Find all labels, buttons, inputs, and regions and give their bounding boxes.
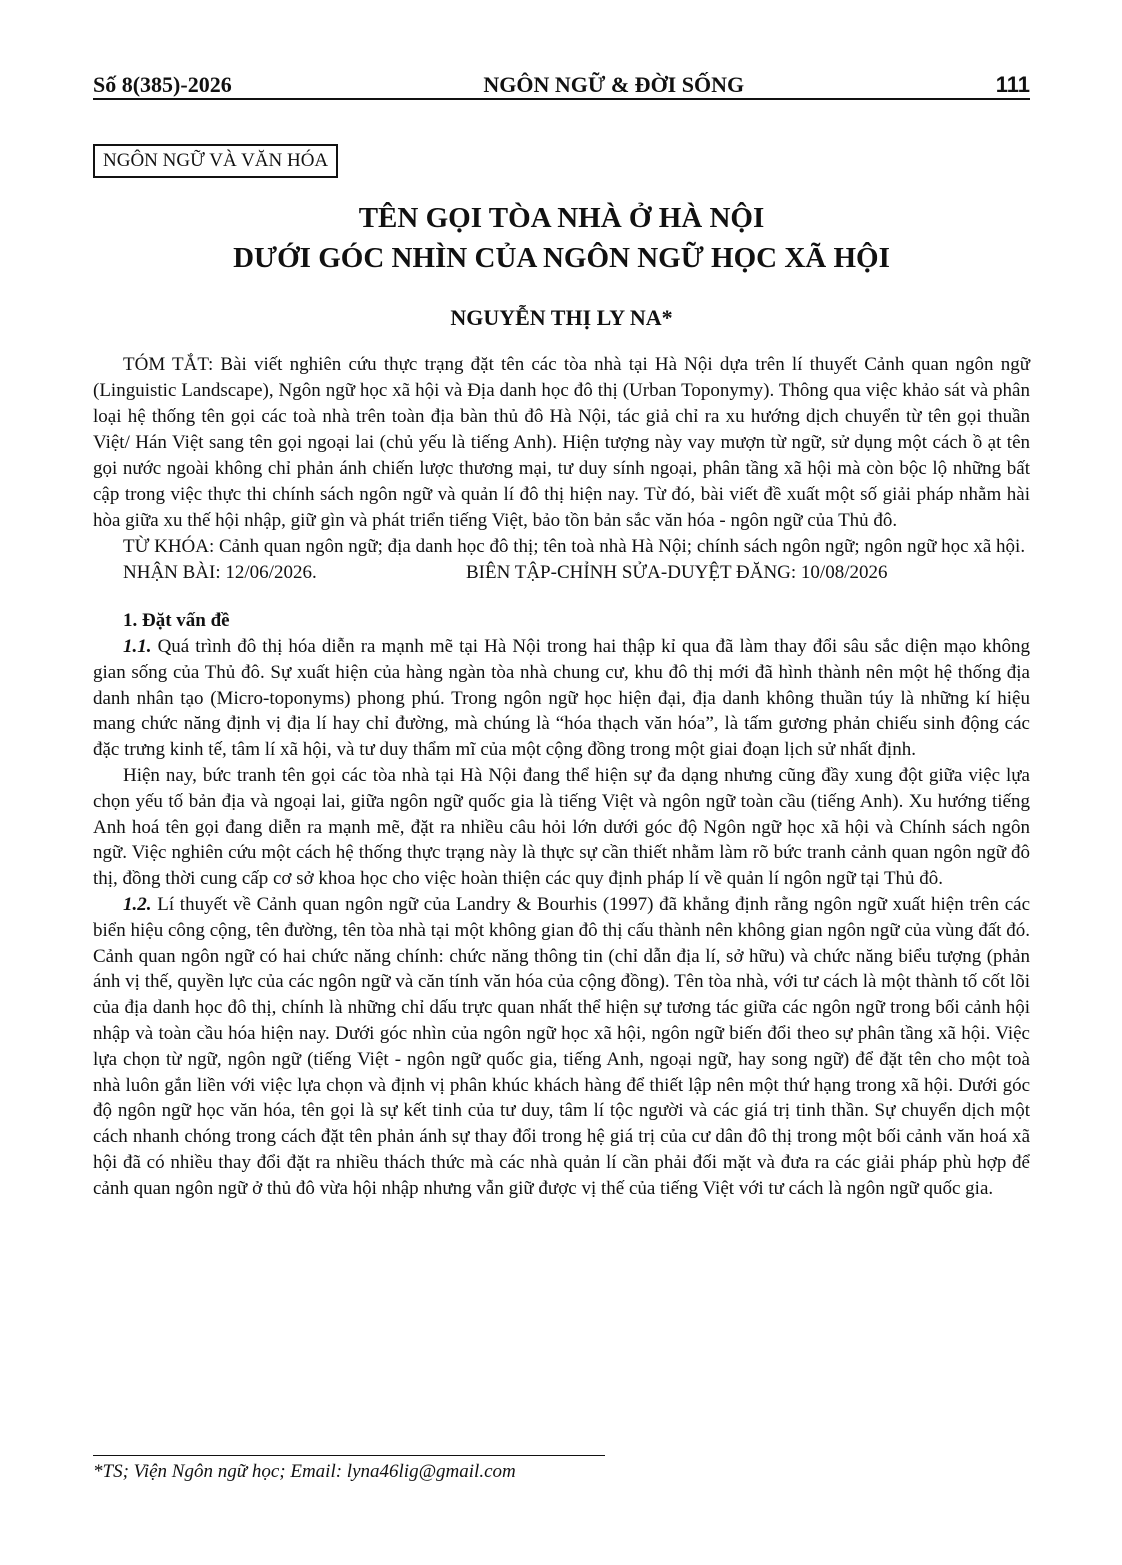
article-body — [93, 608, 1030, 1202]
article-dates — [93, 560, 1030, 586]
abstract — [93, 352, 1030, 586]
running-header — [93, 66, 1030, 100]
paragraph-number: 1.1. — [123, 636, 152, 657]
section-heading: 1. Đặt vấn đề — [123, 610, 230, 631]
section-label: NGÔN NGỮ VÀ VĂN HÓA — [93, 144, 338, 178]
body-paragraph — [93, 892, 1030, 1202]
keywords: TỪ KHÓA: Cảnh quan ngôn ngữ; địa danh học đô thị; tên toà nhà Hà Nội; chính sách ngôn ngữ; ngôn ngữ học xã hội. — [123, 536, 1026, 557]
paragraph-text: Lí thuyết về Cảnh quan ngôn ngữ của Landry & Bourhis (1997) đã khẳng định rằng ngôn ngữ xuất hiện trên các biển hiệu công cộng, tên đường, tên tòa nhà tại một không gian đô thị cấu thành nên không gian ngôn ngữ của vùng đất đó. Cảnh quan ngôn ngữ có hai chức năng chính: chức năng thông tin (chỉ dẫn địa lí, sở hữu) và chức năng biểu tượng (phản ánh vị thế, quyền lực của các ngôn ngữ và căn tính văn hóa của cộng đồng). Tên tòa nhà, với tư cách là một thành tố cốt lõi của địa danh học đô thị, chính là những chỉ dấu trực quan nhất thể hiện sự tương tác giữa các ngôn ngữ trong bối cảnh hội nhập và toàn cầu hóa hiện nay. Dưới góc nhìn của ngôn ngữ học xã hội, ngôn ngữ biến đổi theo sự phân tầng xã hội. Việc lựa chọn từ ngữ, ngôn ngữ (tiếng Việt - ngôn ngữ quốc gia, tiếng Anh, ngoại ngữ, hay song ngữ) để đặt tên cho một toà nhà luôn gắn liền với việc lựa chọn và định vị phân khúc khách hàng để thiết lập nên một thứ hạng trong xã hội. Dưới góc độ ngôn ngữ học văn hóa, tên gọi là sự kết tinh của tư duy, tâm lí tộc người và các giá trị tinh thần. Sự chuyển dịch một cách nhanh chóng trong cách đặt tên phản ánh sự thay đổi trong hệ giá trị của cư dân đô thị trong một bối cảnh văn hoá xã hội đã có nhiều thay đổi đặt ra nhiều thách thức mà các nhà quản lí cần phải đối mặt và đưa ra các giải pháp phù hợp để cảnh quan ngôn ngữ ở thủ đô vừa hội nhập nhưng vẫn giữ được vị thế của tiếng Việt với tư cách là ngôn ngữ quốc gia. — [93, 893, 1031, 1199]
footnote — [93, 1455, 1030, 1484]
page-number: 111 — [995, 72, 1030, 97]
abstract-text: TÓM TẮT: Bài viết nghiên cứu thực trạng đặt tên các tòa nhà tại Hà Nội dựa trên lí thuyết Cảnh quan ngôn ngữ (Linguistic Landscape), Ngôn ngữ học xã hội và Địa danh học đô thị (Urban Toponymy). Thông qua việc khảo sát và phân loại hệ thống tên gọi các toà nhà trên toàn địa bàn thủ đô Hà Nội, tác giả chỉ ra xu hướng dịch chuyển từ tên gọi thuần Việt/ Hán Việt sang tên gọi ngoại lai (chủ yếu là tiếng Anh). Hiện tượng này vay mượn từ ngữ, sử dụng một cách ồ ạt tên gọi nước ngoài không chỉ phản ánh chiến lược thương mại, tư duy sính ngoại, phân tầng xã hội mà còn bộc lộ những bất cập trong việc thực thi chính sách ngôn ngữ và quản lí đô thị hiện nay. Từ đó, bài viết đề xuất một số giải pháp nhằm hài hòa giữa xu thế hội nhập, giữ gìn và phát triển tiếng Việt, bảo tồn bản sắc văn hóa - ngôn ngữ của Thủ đô. — [93, 354, 1030, 531]
paragraph-text: Quá trình đô thị hóa diễn ra mạnh mẽ tại Hà Nội trong hai thập kỉ qua đã làm thay đổi sâu sắc diện mạo không gian sống của Thủ đô. Sự xuất hiện của hàng ngàn tòa nhà chung cư, khu đô thị mới đã hình thành nên một hệ thống địa danh nhân tạo (Micro-toponyms) phong phú. Trong ngôn ngữ học hiện đại, địa danh không thuần túy là những kí hiệu mang chức năng định vị địa lí hay chỉ đường, mà chúng là “hóa thạch văn hóa”, là tấm gương phản chiếu sinh động các đặc trưng kinh tế, tâm lí xã hội, và tư duy thẩm mĩ của một cộng đồng trong một giai đoạn lịch sử nhất định. — [93, 636, 1030, 761]
title-line-2: DƯỚI GÓC NHÌN CỦA NGÔN NGỮ HỌC XÃ HỘI — [233, 242, 890, 274]
article-title — [93, 198, 1030, 278]
body-paragraph: Hiện nay, bức tranh tên gọi các tòa nhà tại Hà Nội đang thể hiện sự đa dạng nhưng cũng đầy xung đột giữa việc lựa chọn yếu tố bản địa và ngoại lai, giữa ngôn ngữ quốc gia là tiếng Việt và ngôn ngữ toàn cầu (tiếng Anh). Xu hướng tiếng Anh hoá tên gọi đang diễn ra mạnh mẽ, đặt ra nhiều câu hỏi lớn dưới góc độ Ngôn ngữ học xã hội và Chính sách ngôn ngữ. Việc nghiên cứu một cách hệ thống thực trạng này là thực sự cần thiết nhằm làm rõ bức tranh cảnh quan ngôn ngữ đô thị, đồng thời cung cấp cơ sở khoa học cho việc hoàn thiện các quy định pháp lí về quản lí ngôn ngữ tại Thủ đô. — [93, 764, 1030, 890]
received-date: NHẬN BÀI: 12/06/2026. — [123, 562, 317, 583]
footnote-rule — [93, 1455, 605, 1456]
accepted-date: BIÊN TẬP-CHỈNH SỬA-DUYỆT ĐĂNG: 10/08/2026 — [466, 562, 888, 583]
article-page — [93, 66, 1030, 1202]
author-name: NGUYỄN THỊ LY NA* — [450, 305, 673, 330]
body-paragraph — [93, 634, 1030, 763]
title-line-1: TÊN GỌI TÒA NHÀ Ở HÀ NỘI — [358, 202, 765, 234]
footnote-text: *TS; Viện Ngôn ngữ học; Email: lyna46lig@gmail.com — [93, 1461, 516, 1482]
issue-number: Số 8(385)-2026 — [93, 72, 232, 97]
journal-name: NGÔN NGỮ & ĐỜI SỐNG — [483, 72, 745, 97]
paragraph-number: 1.2. — [123, 893, 152, 915]
